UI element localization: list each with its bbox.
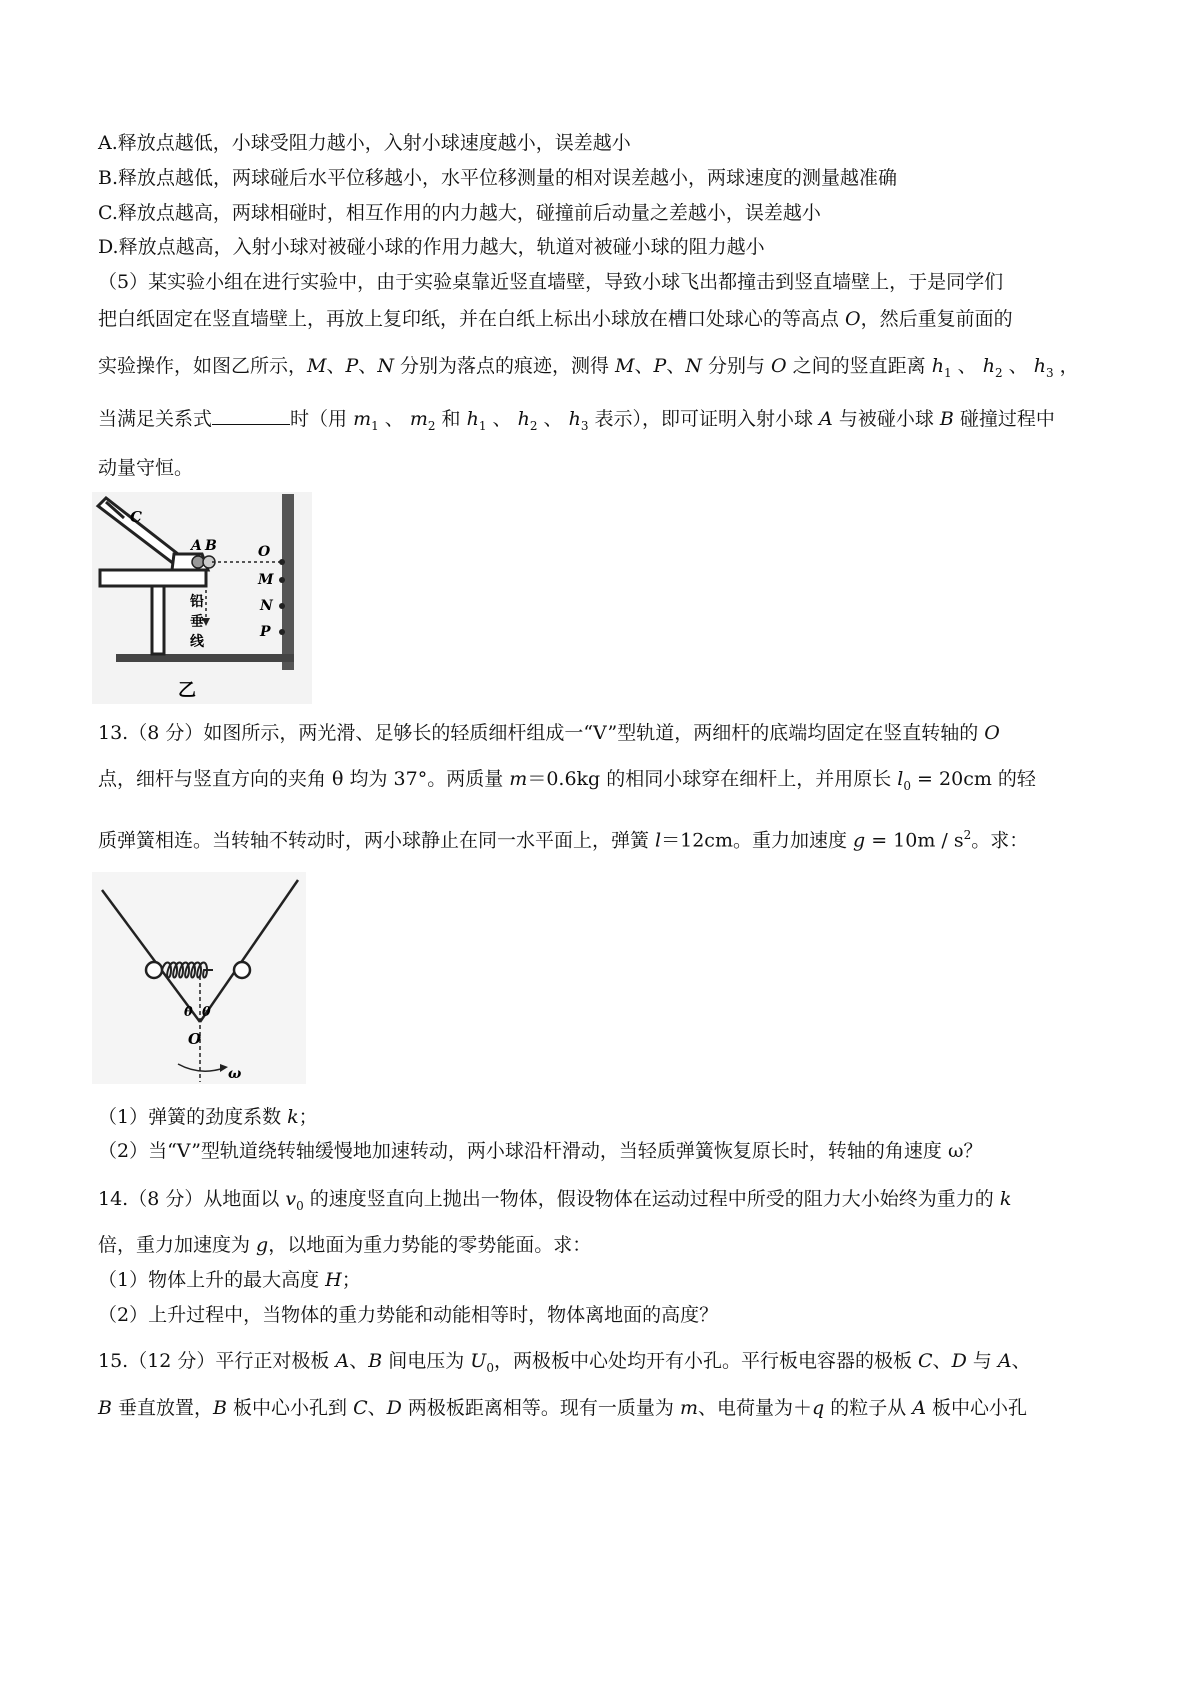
- q13-sub1: （1）弹簧的劲度系数 k；: [98, 1106, 318, 1128]
- q15-line1: 15.（12 分）平行正对极板 A、B 间电压为 $U_0$，两极板中心处均开有小孔。平行板电容器的极板 C、D 与 A、: [98, 1350, 1031, 1375]
- label-n: N: [260, 598, 273, 614]
- part5-line2: 把白纸固定在竖直墙壁上，再放上复印纸，并在白纸上标出小球放在槽口处球心的等高点 O，然后重复前面的: [98, 308, 1013, 330]
- q13-line1: 13.（8 分）如图所示，两光滑、足够长的轻质细杆组成一“V”型轨道，两细杆的底端均固定在竖直转轴的 O: [98, 722, 1000, 744]
- label-o-v: O: [188, 1030, 202, 1048]
- q13-line2: 点，细杆与竖直方向的夹角 θ 均为 37°。两质量 m＝0.6kg 的相同小球穿在细杆上，并用原长 $l_0 = 20cm$ 的轻: [98, 768, 1036, 793]
- ground: [116, 654, 294, 662]
- q15-line2: B 垂直放置，B 板中心小孔到 C、D 两极板距离相等。现有一质量为 m、电荷量为＋q 的粒子从 A 板中心小孔: [98, 1397, 1028, 1419]
- answer-blank: [212, 406, 290, 425]
- label-plumb-1: 铅: [190, 594, 204, 610]
- label-p: P: [260, 624, 271, 640]
- q14-sub2: （2）上升过程中，当物体的重力势能和动能相等时，物体离地面的高度？: [98, 1304, 719, 1326]
- part5-line1: （5）某实验小组在进行实验中，由于实验桌靠近竖直墙壁，导致小球飞出都撞击到竖直墙壁上，于是同学们: [98, 271, 1004, 293]
- q14-line2: 倍，重力加速度为 g，以地面为重力势能的零势能面。求：: [98, 1234, 592, 1256]
- option-c: C.释放点越高，两球相碰时，相互作用的内力越大，碰撞前后动量之差越小，误差越小: [98, 202, 821, 224]
- table-leg: [152, 586, 164, 654]
- q13-line3: 质弹簧相连。当转轴不转动时，两小球静止在同一水平面上，弹簧 l＝12cm。重力加速度 $g = 10m / s^2$。求：: [98, 828, 1029, 852]
- q14-line1: 14.（8 分）从地面以 $v_0$ 的速度竖直向上抛出一物体，假设物体在运动过程中所受的阻力大小始终为重力的 k: [98, 1188, 1012, 1213]
- q13-sub2: （2）当“V”型轨道绕转轴缓慢地加速转动，两小球沿杆滑动，当轻质弹簧恢复原长时，转轴的角速度 ω？: [98, 1140, 983, 1162]
- label-a: A: [191, 538, 202, 554]
- label-plumb-3: 线: [190, 634, 204, 650]
- label-b: B: [205, 538, 217, 554]
- option-a: A.释放点越低，小球受阻力越小，入射小球速度越小，误差越小: [98, 132, 631, 154]
- ball-a: [192, 556, 204, 568]
- label-c: C: [130, 508, 142, 526]
- ball-right: [234, 962, 250, 978]
- part5-line5: 动量守恒。: [98, 457, 194, 479]
- ball-left: [146, 962, 162, 978]
- option-b: B.释放点越低，两球碰后水平位移越小，水平位移测量的相对误差越小，两球速度的测量越准确: [98, 167, 898, 189]
- label-o: O: [258, 544, 271, 560]
- part5-line4: 当满足关系式 时（用 $m_1$ 、 $m_2$ 和 $h_1$ 、 $h_2$ 、 $h_3$ 表示），即可证明入射小球 A 与被碰小球 B 碰撞过程中: [98, 408, 1055, 433]
- figure-v-track: [92, 872, 306, 1084]
- option-d: D.释放点越高，入射小球对被碰小球的作用力越大，轨道对被碰小球的阻力越小: [98, 236, 765, 258]
- label-theta-left: θ: [184, 1005, 193, 1020]
- q14-sub1: （1）物体上升的最大高度 H；: [98, 1269, 361, 1291]
- label-theta-right: θ: [202, 1005, 211, 1020]
- label-plumb-2: 垂: [190, 614, 204, 630]
- label-m: M: [258, 572, 274, 588]
- label-omega: ω: [228, 1066, 242, 1082]
- figure-caption: 乙: [178, 680, 196, 701]
- figure-yi: [92, 492, 312, 704]
- part5-line3: 实验操作，如图乙所示，M、P、N 分别为落点的痕迹，测得 M、P、N 分别与 O 之间的竖直距离 $h_1$ 、 $h_2$ 、 $h_3$ ，: [98, 355, 1079, 380]
- table-top: [100, 570, 206, 586]
